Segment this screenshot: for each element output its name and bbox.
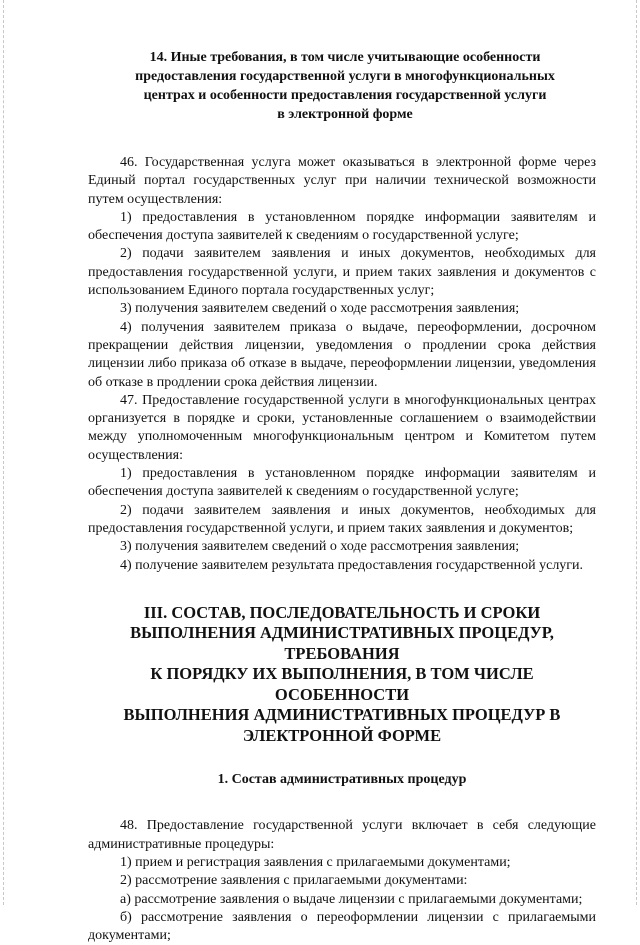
heading-line: центрах и особенности предоставления государственной услуги <box>143 88 547 103</box>
paragraph-47-item-1: 1) предоставления в установленном порядке информации заявителям и обеспечения доступа заявителей к сведениям о государственной услуге; <box>88 466 596 500</box>
document-page <box>88 48 596 945</box>
paragraph-47-item-4: 4) получение заявителем результата предоставления государственной услуги. <box>120 557 584 573</box>
heading-line: ЭЛЕКТРОННОЙ ФОРМЕ <box>242 725 442 745</box>
heading-line: в электронной форме <box>277 107 413 122</box>
section-14-heading <box>94 48 596 124</box>
section-3-heading <box>88 603 596 747</box>
paragraph-46-item-2: 2) подачи заявителем заявления и иных документов, необходимых для предоставления государственной услуги, и прием таких заявления и документов с использованием Единого портала государственных услуг; <box>88 246 596 299</box>
scan-edge-right <box>636 0 637 905</box>
paragraph-48: 48. Предоставление государственной услуги включает в себя следующие административные процедуры: <box>88 818 596 852</box>
heading-line: ВЫПОЛНЕНИЯ АДМИНИСТРАТИВНЫХ ПРОЦЕДУР, ТРЕБОВАНИЯ <box>130 623 554 663</box>
paragraph-48-item-2b: б) рассмотрение заявления о переоформлении лицензии с прилагаемыми документами; <box>88 909 596 944</box>
paragraph-48-item-2a: а) рассмотрение заявления о выдаче лицензии с прилагаемыми документами; <box>120 891 583 907</box>
paragraph-47: 47. Предоставление государственной услуги в многофункциональных центрах организуется в порядке и сроки, установленные соглашением о взаимодействии между уполномоченным многофункциональным центром и Комитетом путем осуществления: <box>88 392 596 463</box>
paragraph-46-item-4: 4) получения заявителем приказа о выдаче, переоформлении, досрочном прекращении действия лицензии, уведомления о продлении срока действия лицензии либо приказа об отказе в выдаче, переоформлении лицензии, уведомления об отказе в продлении срока действия лицензии. <box>88 319 596 390</box>
scan-edge-left <box>3 0 4 905</box>
subsection-1-heading: 1. Состав административных процедур <box>217 772 467 788</box>
paragraph-46-item-1: 1) предоставления в установленном порядке информации заявителям и обеспечения доступа заявителей к сведениям о государственной услуге; <box>88 209 596 244</box>
paragraph-46: 46. Государственная услуга может оказываться в электронной форме через Единый портал государственных услуг при наличии технической возможности путем осуществления: <box>88 155 596 207</box>
paragraph-47-item-2: 2) подачи заявителем заявления и иных документов, необходимых для предоставления государственной услуги, и прием таких заявления и документов; <box>88 502 596 536</box>
paragraph-48-item-1: 1) прием и регистрация заявления с прилагаемыми документами; <box>120 854 511 870</box>
heading-line: предоставления государственной услуги в многофункциональных <box>135 69 555 84</box>
heading-line: ВЫПОЛНЕНИЯ АДМИНИСТРАТИВНЫХ ПРОЦЕДУР В <box>123 705 561 725</box>
paragraph-48-item-2: 2) рассмотрение заявления с прилагаемыми документами: <box>120 873 468 889</box>
heading-line: III. СОСТАВ, ПОСЛЕДОВАТЕЛЬНОСТЬ И СРОКИ <box>143 602 541 622</box>
heading-line: К ПОРЯДКУ ИХ ВЫПОЛНЕНИЯ, В ТОМ ЧИСЛЕ ОСОБЕННОСТИ <box>150 664 534 704</box>
paragraph-46-item-3: 3) получения заявителем сведений о ходе рассмотрения заявления; <box>120 301 520 317</box>
heading-line: 14. Иные требования, в том числе учитывающие особенности <box>149 50 541 65</box>
paragraph-47-item-3: 3) получения заявителем сведений о ходе рассмотрения заявления; <box>120 539 520 555</box>
